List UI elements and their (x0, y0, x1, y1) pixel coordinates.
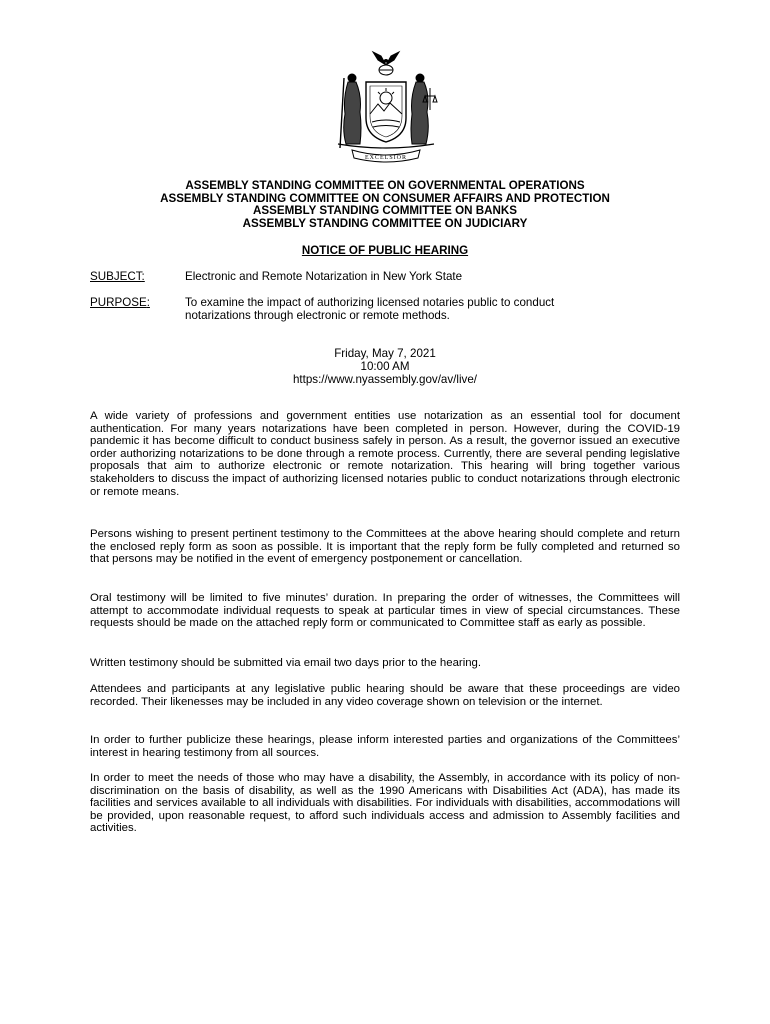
committee-name: ASSEMBLY STANDING COMMITTEE ON CONSUMER AFFAIRS AND PROTECTION (160, 191, 610, 205)
committee-name: ASSEMBLY STANDING COMMITTEE ON GOVERNMENTAL OPERATIONS (185, 179, 585, 192)
subject-value: Electronic and Remote Notarization in New York State (185, 270, 463, 283)
paragraph-written-testimony: Written testimony should be submitted via email two days prior to the hearing. (90, 657, 482, 669)
paragraph-accessibility: In order to meet the needs of those who may have a disability, the Assembly, in accordance with its policy of non-discrimination on the basis of disability, as well as the 1990 Americans with Disabilities Act (ADA), has made its facilities and services available to all individuals with disabilities. For individuals with disabilities, accommodations will be provided, upon reasonable request, to afford such individuals access and admission to Assembly facilities and activities. (90, 772, 680, 835)
purpose-label: PURPOSE: (90, 296, 150, 309)
committee-name: ASSEMBLY STANDING COMMITTEE ON JUDICIARY (242, 216, 528, 230)
ny-state-seal (326, 48, 446, 166)
committee-name: ASSEMBLY STANDING COMMITTEE ON BANKS (253, 204, 517, 218)
hearing-stream-url: https://www.nyassembly.gov/av/live/ (292, 373, 478, 386)
seal-motto: EXCELSIOR (365, 155, 407, 161)
notice-title: NOTICE OF PUBLIC HEARING (301, 244, 469, 257)
paragraph-testimony-request: Persons wishing to present pertinent testimony to the Committees at the above hearing should complete and return the enclosed reply form as soon as possible. It is important that the reply form be fully completed and returned so that persons may be notified in the event of emergency postponement or cancellation. (90, 528, 680, 566)
paragraph-video-recording: Attendees and participants at any legislative public hearing should be aware that these proceedings are video recorded. Their likenesses may be included in any video coverage shown on television or the internet. (90, 683, 680, 708)
paragraph-publicize: In order to further publicize these hearings, please inform interested parties and organizations of the Committees’ interest in hearing testimony from all sources. (90, 734, 680, 759)
purpose-line: To examine the impact of authorizing licensed notaries public to conduct (185, 296, 555, 309)
committee-list (80, 180, 690, 230)
paragraph-background: A wide variety of professions and government entities use notarization as an essential tool for document authentication. For many years notarizations have been completed in person. However, during the COVID-19 pandemic it has become difficult to conduct business safely in person. As a result, the governor issued an executive order authorizing notarizations to be done through a remote process. Currently, there are several pending legislative proposals that aim to authorize electronic or remote notarization. This hearing will bring together various stakeholders to discuss the impact of authorizing licensed notaries public to conduct notarizations through electronic or remote means. (90, 410, 680, 498)
hearing-date: Friday, May 7, 2021 (334, 347, 436, 360)
paragraph-oral-testimony: Oral testimony will be limited to five minutes’ duration. In preparing the order of witnesses, the Committees will attempt to accommodate individual requests to speak at particular times in view of special circumstances. These requests should be made on the attached reply form or communicated to Committee staff as early as possible. (90, 592, 680, 630)
subject-label: SUBJECT: (90, 270, 145, 283)
purpose-value (185, 296, 554, 322)
hearing-time: 10:00 AM (360, 360, 410, 373)
hearing-details (80, 347, 690, 386)
purpose-line: notarizations through electronic or remote methods. (185, 309, 450, 322)
